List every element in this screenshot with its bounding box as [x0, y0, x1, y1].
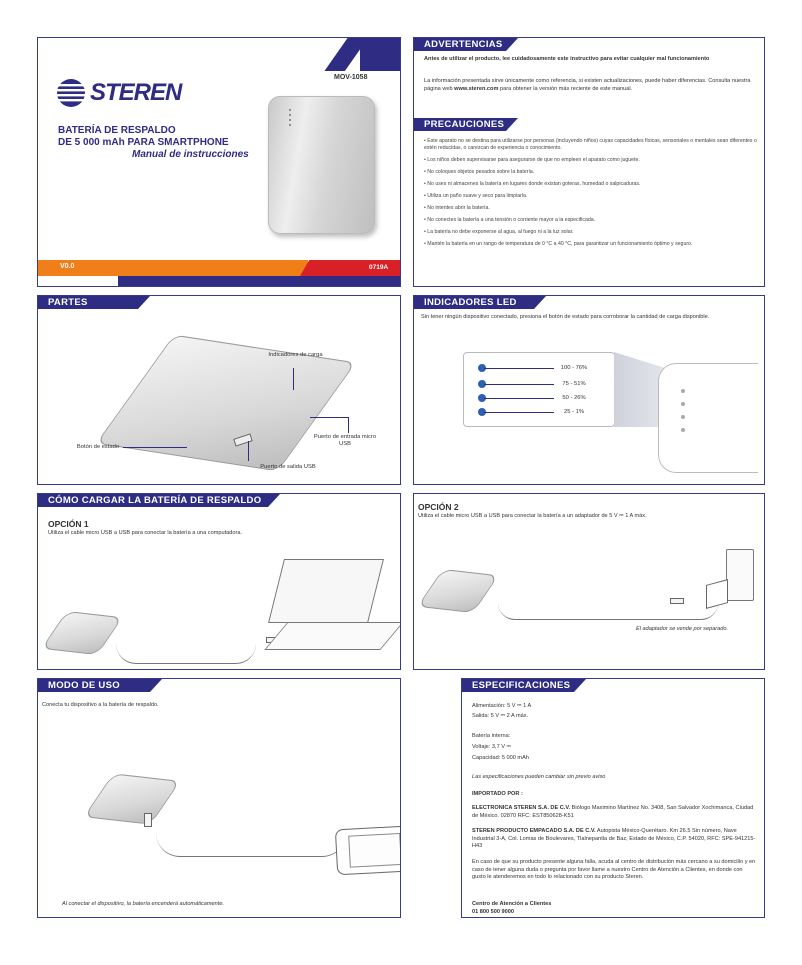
indicadores-intro: Sin tener ningún dispositivo conectado, presiona el botón de estado para corroborar la cantidad de carga disponible.: [421, 314, 710, 320]
led-level-4: 25 - 1%: [564, 409, 584, 415]
modo-usb-plug: [144, 813, 152, 827]
wall-outlet: [726, 549, 754, 601]
list-item: • No coloques objetos pesados sobre la batería.: [424, 169, 535, 175]
pointer-boton: [123, 447, 187, 448]
model-number: MOV-1058: [334, 74, 368, 81]
op2-note: El adaptador se vende por separado.: [636, 626, 729, 632]
led-level-1: 100 - 76%: [560, 365, 588, 371]
led-zoom-device: [658, 363, 758, 473]
modo-note: Al conectar el dispositivo, la batería encenderá automáticamente.: [62, 901, 225, 907]
spec-capacidad: Capacidad: 5 000 mAh: [472, 755, 529, 761]
pointer-entrada-h: [310, 417, 348, 418]
laptop-base: [264, 622, 401, 650]
label-boton: Botón de estado: [76, 444, 120, 450]
smartphone: [335, 825, 401, 876]
pointer-indicadores: [293, 368, 294, 390]
steren-logo-icon: [56, 78, 90, 108]
partes-panel: [37, 295, 401, 485]
cargar-panel-1: [37, 493, 401, 670]
cargar-panel-2: [413, 493, 765, 670]
spec-importer-1: ELECTRONICA STEREN S.A. DE C.V. Biólogo Maximino Martínez No. 3408, San Salvador Xochimanca, Ciudad de México. 02870 RFC: EST850628-K51: [472, 805, 754, 819]
op2-cable: [498, 586, 718, 620]
op2-title: OPCIÓN 2: [418, 502, 459, 512]
code-label: 0719A: [369, 264, 389, 271]
modo-cable: [156, 809, 346, 857]
label-indicadores: Indicadores de carga: [268, 352, 323, 358]
list-item: • Utiliza un paño suave y seco para limpiarla.: [424, 193, 528, 199]
cover-title-2: DE 5 000 mAh PARA SMARTPHONE: [58, 137, 229, 148]
list-item: • La batería no debe exponerse al agua, al fuego ni a la luz solar.: [424, 229, 574, 235]
op2-usb-plug: [670, 598, 684, 604]
cover-bottom-navy: [118, 276, 401, 287]
spec-telefono[interactable]: 01 800 500 9000: [472, 909, 514, 915]
op2-text: Utiliza el cable micro USB a USB para conectar la batería a un adaptador de 5 V ⎓ 1 A máx.: [418, 513, 647, 519]
spec-salida: Salida: 5 V ⎓ 2 A máx.: [472, 713, 529, 719]
label-entrada: Puerto de entrada micro USB: [313, 434, 377, 447]
brand-wordmark: STEREN: [90, 79, 182, 106]
indicadores-header: INDICADORES LED: [414, 296, 534, 309]
steren-website-link[interactable]: www.steren.com: [454, 85, 499, 92]
power-bank-image: [268, 96, 375, 234]
list-item: • Mantén la batería en un rango de temperatura de 0 °C a 40 °C, para garantizar un funcionamiento óptimo y seguro.: [424, 241, 693, 247]
steren-logo: [56, 78, 226, 108]
label-salida: Puerto de salida USB: [260, 464, 316, 470]
list-item: • No intentes abrir la batería.: [424, 205, 490, 211]
spec-importer-2: STEREN PRODUCTO EMPACADO S.A. DE C.V. Autopista México-Querétaro. Km 26.5 Sin número, Nave Industrial 3-A, Col. Lomas de Boulevares, Tlalnepantla de Baz, Estado de México, C.P. 54020, RFC: SPE-941215-H43: [472, 828, 756, 849]
pointer-salida: [248, 441, 249, 461]
spec-falla: En caso de que su producto presente alguna falla, acuda al centro de distribución más cercano a su domicilio y en caso de tener alguna duda o pregunta por favor llame a nuestro Centro de Atención a Clientes, en donde con gusto le atenderemos en todo lo relacionado con su producto Steren.: [472, 859, 756, 880]
led-level-2: 75 - 51%: [562, 381, 586, 387]
cover-title-1: BATERÍA DE RESPALDO: [58, 125, 176, 136]
list-item: • No conectes la batería a una tensión o corriente mayor a la especificada.: [424, 217, 596, 223]
op2-power-bank: [417, 569, 499, 613]
cover-panel: [37, 37, 401, 287]
advertencias-p2: La información presentada sirve únicamente como referencia, si existen actualizaciones, puede haber diferencias. Consulta nuestra página web www.steren.com para obtener la versión más reciente de este manual.: [424, 78, 751, 92]
modo-header: MODO DE USO: [38, 679, 150, 692]
warnings-panel: [413, 37, 765, 287]
cover-subtitle: Manual de instrucciones: [132, 149, 249, 160]
list-item: • No uses ni almacenes la batería en lugares donde existan goteras, humedad o salpicaduras.: [424, 181, 641, 187]
modo-panel: [37, 678, 401, 918]
led-line-2: [484, 384, 554, 385]
spec-bateria: Batería interna:: [472, 733, 511, 739]
specs-panel: [461, 678, 765, 918]
op1-cable: [116, 624, 256, 664]
led-line-1: [484, 368, 554, 369]
led-level-3: 50 - 26%: [562, 395, 586, 401]
indicadores-panel: [413, 295, 765, 485]
smartphone-screen: [348, 833, 401, 868]
cover-bottom-orange: [38, 260, 308, 276]
op1-title: OPCIÓN 1: [48, 519, 89, 529]
modo-text: Conecta tu dispositivo a la batería de respaldo.: [42, 702, 159, 708]
specs-header: ESPECIFICACIONES: [462, 679, 574, 692]
precauciones-header: PRECAUCIONES: [414, 118, 506, 131]
cover-top-stripe: [360, 38, 400, 71]
spec-centro: Centro de Atención a Clientes: [472, 901, 552, 907]
advertencias-p1: Antes de utilizar el producto, lee cuidadosamente este instructivo para evitar cualquier mal funcionamiento: [424, 56, 710, 62]
op1-text: Utiliza el cable micro USB a USB para conectar la batería a una computadora.: [48, 530, 243, 536]
spec-voltaje: Voltaje: 3,7 V ⎓: [472, 744, 511, 750]
usb-adapter: [706, 579, 728, 609]
cargar-header: CÓMO CARGAR LA BATERÍA DE RESPALDO: [38, 494, 268, 507]
led-line-3: [484, 398, 554, 399]
spec-alimentacion: Alimentación: 5 V ⎓ 1 A: [472, 703, 532, 709]
partes-header: PARTES: [38, 296, 138, 309]
spec-cambios: Las especificaciones pueden cambiar sin previo aviso: [472, 774, 606, 780]
list-item: • Este aparato no se destina para utilizarse por personas (incluyendo niños) cuyas capacidades físicas, sensoriales o mentales sean diferentes o estén reducidas, o carezcan de experiencia o conocimiento.: [424, 138, 757, 151]
op1-power-bank: [41, 611, 123, 655]
led-line-4: [484, 412, 554, 413]
pointer-entrada-v: [348, 417, 349, 433]
advertencias-header: ADVERTENCIAS: [414, 38, 506, 51]
version-label: V0.0: [60, 263, 75, 270]
spec-importado: IMPORTADO POR :: [472, 791, 523, 797]
laptop-screen: [268, 559, 384, 623]
list-item: • Los niños deben supervisarse para asegurarse de que no empleen el aparato como juguete.: [424, 157, 640, 163]
precauciones-list: [424, 138, 760, 253]
led-dots: [289, 109, 291, 126]
cover-bottom-red-fill: [328, 260, 401, 276]
